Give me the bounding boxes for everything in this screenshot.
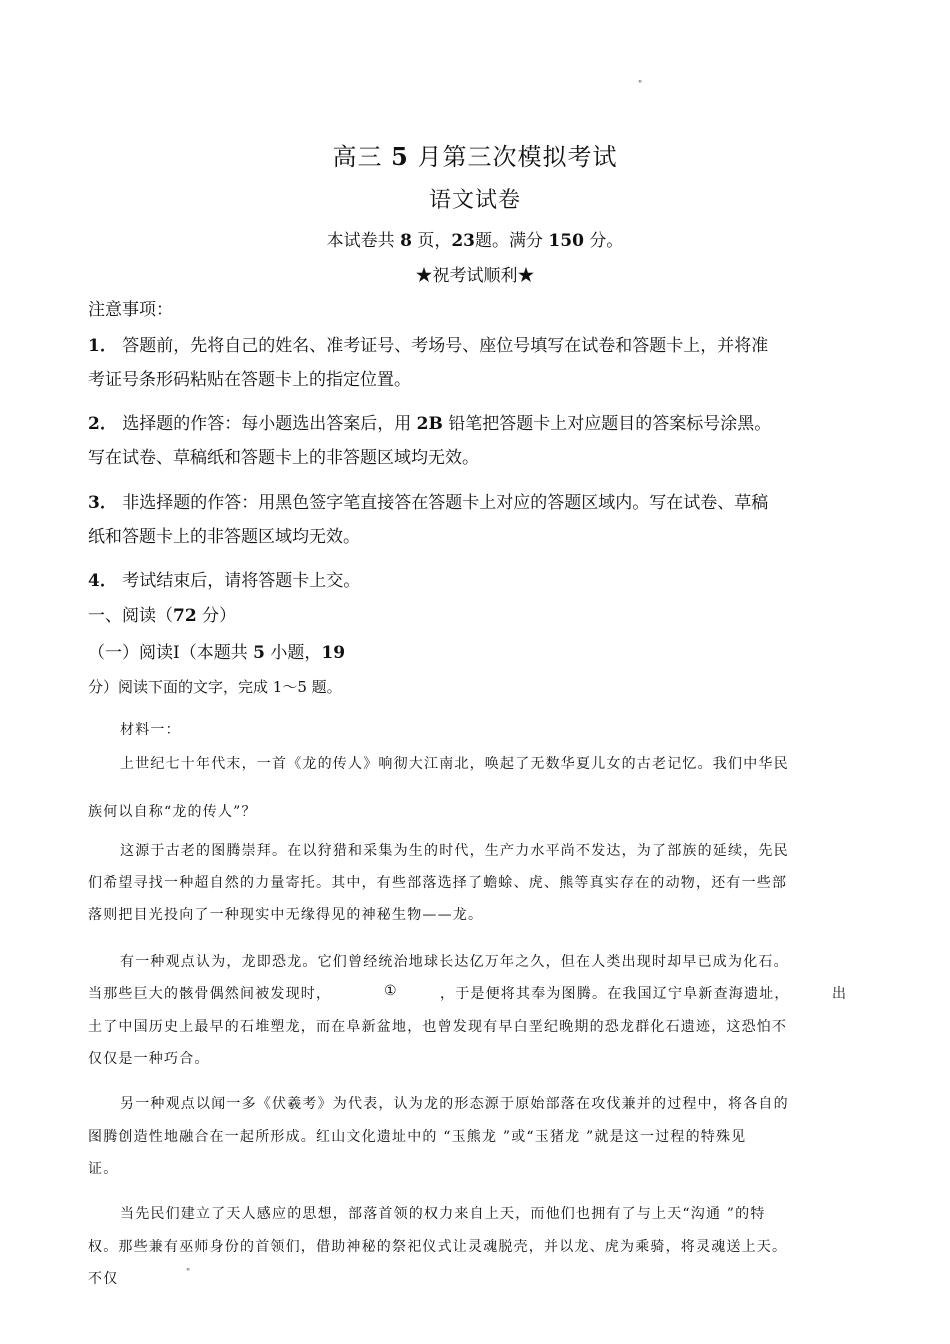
notice-item-3	[88, 488, 768, 513]
section-heading-post: 分）	[202, 606, 237, 626]
info-pages: 8	[400, 231, 412, 251]
passage-p5-line-1: 当先民们建立了天人感应的思想，部落首领的权力来自上天，而他们也拥有了与上天“沟通 ”的特	[120, 1206, 766, 1222]
passage-p3-line-3: 土了中国历史上最早的石堆塑龙，而在阜新盆地，也曾发现有早白垩纪晚期的恐龙群化石遗迹，这恐怕不	[88, 1019, 788, 1035]
material-label: 材料一：	[120, 722, 181, 738]
passage-p1-line-2: 族何以自称“龙的传人”？	[88, 804, 257, 820]
notice-item-2-line-2: 写在试卷、草稿纸和答题卡上的非答题区域均无效。	[88, 448, 479, 468]
page-subtitle: 语文试卷	[428, 188, 521, 213]
passage-p2-line-1: 这源于古老的图腾崇拜。在以狩猎和采集为生的时代，生产力水平尚不发达，为了部族的延续，先民	[120, 843, 789, 859]
section-heading-pre: 一、阅读（	[88, 606, 173, 626]
passage-p5-line-2: 权。那些兼有巫师身份的首领们，借助神秘的祭祀仪式让灵魂脱壳，并以龙、虎为乘骑，将灵魂送上天。	[88, 1239, 788, 1255]
notice-num: 4．	[88, 571, 117, 591]
title-post: 月第三次模拟考试	[417, 143, 618, 171]
passage-p3-line-2b: ，于是便将其奉为图腾。在我国辽宁阜新查海遗址，	[440, 986, 790, 1002]
info-score: 150	[548, 231, 584, 251]
info-text-3: 题。满分	[475, 231, 543, 251]
subsection-count: 5	[253, 643, 265, 663]
section-heading	[88, 601, 236, 626]
passage-p2-line-2: 们希望寻找一种超自然的力量寄托。其中，有些部落选择了蟾蜍、虎、熊等真实存在的动物，还有一些部	[88, 875, 788, 891]
notice-num: 2．	[88, 414, 117, 434]
passage-p3-line-4: 仅仅是一种巧合。	[88, 1051, 210, 1067]
subsection-heading	[88, 638, 345, 663]
info-questions: 23	[451, 231, 475, 251]
page-title	[0, 137, 950, 172]
top-mark: "	[638, 80, 643, 90]
info-text-1: 本试卷共	[326, 231, 395, 251]
blank-marker-1: ①	[384, 983, 398, 999]
passage-p4-line-3: 证。	[88, 1161, 119, 1177]
notice-text: 选择题的作答：每小题选出答案后，用	[122, 414, 412, 434]
notice-text: 非选择题的作答：用黑色签字笔直接答在答题卡上对应的答题区域内。写在试卷、草稿	[122, 493, 769, 513]
passage-p4-line-1: 另一种观点以闻一多《伏羲考》为代表，认为龙的形态源于原始部落在攻伐兼并的过程中，将各自的	[120, 1096, 789, 1112]
notice-item-2	[88, 409, 771, 434]
notice-text: 铅笔把答题卡上对应题目的答案标号涂黑。	[448, 414, 772, 434]
notice-num: 1．	[88, 336, 117, 356]
subsection-instruction: 分）阅读下面的文字，完成 1～5 题。	[88, 678, 342, 696]
passage-p1-line-1: 上世纪七十年代末，一首《龙的传人》响彻大江南北，唤起了无数华夏儿女的古老记忆。我们中华民	[120, 756, 789, 772]
subsection-mid: 小题，	[270, 643, 322, 663]
title-num: 5	[391, 142, 409, 171]
passage-p5-line-3: 不仅	[88, 1271, 119, 1287]
notice-item-3-line-2: 纸和答题卡上的非答题区域均无效。	[88, 527, 360, 547]
exam-info	[0, 226, 950, 251]
section-score: 72	[173, 606, 197, 626]
subsection-score: 19	[321, 643, 346, 663]
title-pre: 高三	[332, 143, 383, 171]
notice-text: 答题前，先将自己的姓名、准考证号、考场号、座位号填写在试卷和答题卡上，并将准	[122, 336, 769, 356]
notice-text: 考试结束后，请将答题卡上交。	[122, 571, 361, 591]
notice-heading: 注意事项：	[88, 300, 173, 320]
info-text-2: 页，	[417, 231, 452, 251]
notice-num: 3．	[88, 493, 117, 513]
info-text-4: 分。	[589, 231, 624, 251]
bottom-mark: "	[186, 1268, 191, 1278]
subsection-pre: （一）阅读Ⅰ（本题共	[88, 643, 248, 663]
passage-p3-line-2c: 出	[832, 986, 848, 1002]
notice-item-1	[88, 331, 768, 356]
notice-item-1-line-2: 考证号条形码粘贴在答题卡上的指定位置。	[88, 370, 411, 390]
good-luck-line: ★祝考试顺利★	[415, 266, 535, 286]
passage-p3-line-2a: 当那些巨大的骸骨偶然间被发现时，	[88, 986, 332, 1002]
notice-item-4	[88, 566, 360, 591]
passage-p3-line-1: 有一种观点认为，龙即恐龙。它们曾经统治地球长达亿万年之久，但在人类出现时却早已成为化石。	[120, 954, 789, 970]
passage-p2-line-3: 落则把目光投向了一种现实中无缘得见的神秘生物——龙。	[88, 907, 484, 923]
pencil-grade: 2B	[416, 414, 443, 434]
passage-p4-line-2: 图腾创造性地融合在一起所形成。红山文化遗址中的 “玉熊龙 ”或“玉猪龙 ”就是这一过程的特殊见	[88, 1129, 747, 1145]
